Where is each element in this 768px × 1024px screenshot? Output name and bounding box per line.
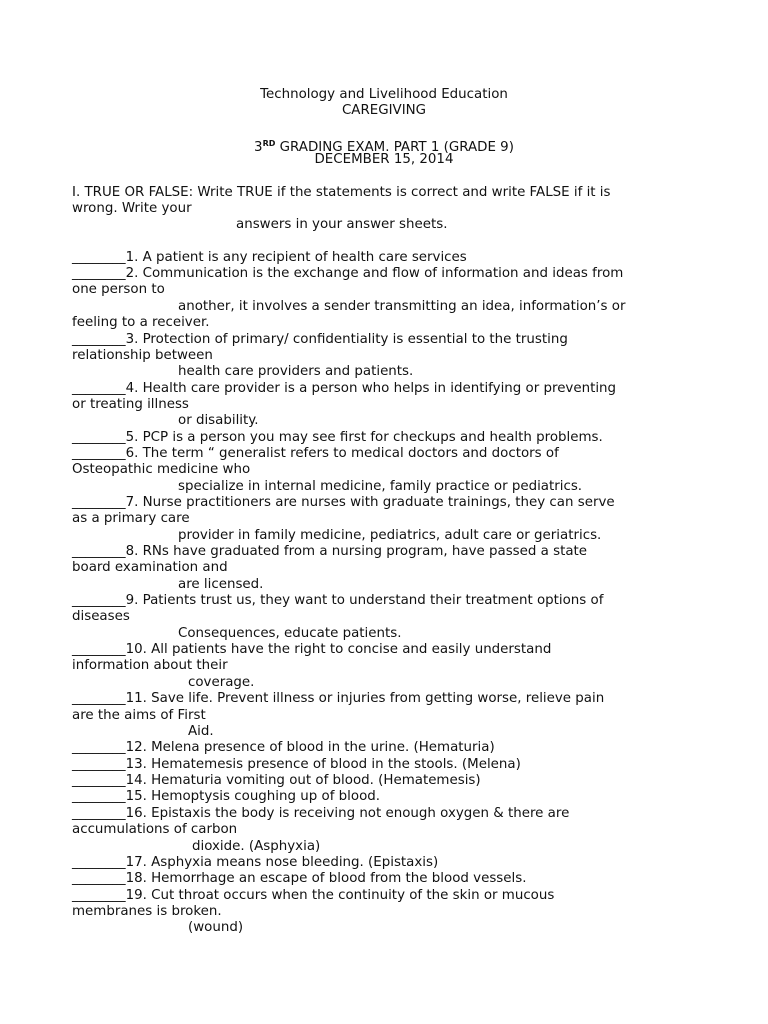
question-line: ________7. Nurse practitioners are nurses with graduate trainings, they can serve xyxy=(72,495,615,510)
instructions-line: answers in your answer sheets. xyxy=(236,217,448,232)
question-line: Osteopathic medicine who xyxy=(72,462,251,477)
question-line: dioxide. (Asphyxia) xyxy=(192,839,321,854)
question-line: board examination and xyxy=(72,560,228,575)
question-line: ________5. PCP is a person you may see first for checkups and health problems. xyxy=(72,430,603,445)
question-line: ________2. Communication is the exchange and flow of information and ideas from xyxy=(72,266,624,281)
grading-superscript: RD xyxy=(262,139,276,148)
question-line: relationship between xyxy=(72,348,213,363)
question-line: another, it involves a sender transmitting an idea, information’s or xyxy=(178,299,626,314)
question-line: ________17. Asphyxia means nose bleeding. (Epistaxis) xyxy=(72,855,439,870)
instructions-line: wrong. Write your xyxy=(72,201,192,216)
question-line: or treating illness xyxy=(72,397,189,412)
question-line: provider in family medicine, pediatrics, adult care or geriatrics. xyxy=(178,528,602,543)
question-line: ________19. Cut throat occurs when the continuity of the skin or mucous xyxy=(72,888,555,903)
instructions-line: I. TRUE OR FALSE: Write TRUE if the statements is correct and write FALSE if it is xyxy=(72,185,611,200)
question-line: ________14. Hematuria vomiting out of blood. (Hematemesis) xyxy=(72,773,481,788)
question-line: ________11. Save life. Prevent illness or injuries from getting worse, relieve pain xyxy=(72,691,605,706)
question-line: ________15. Hemoptysis coughing up of blood. xyxy=(72,789,381,804)
question-line: are licensed. xyxy=(178,577,264,592)
question-line: ________6. The term “ generalist refers to medical doctors and doctors of xyxy=(72,446,559,461)
question-line: Aid. xyxy=(188,724,214,739)
question-line: diseases xyxy=(72,609,130,624)
question-line: membranes is broken. xyxy=(72,904,222,919)
question-line: as a primary care xyxy=(72,511,190,526)
question-line: health care providers and patients. xyxy=(178,364,414,379)
question-line: ________1. A patient is any recipient of health care services xyxy=(72,250,467,265)
question-line: ________13. Hematemesis presence of blood in the stools. (Melena) xyxy=(72,757,521,772)
question-line: ________10. All patients have the right to concise and easily understand xyxy=(72,642,552,657)
question-line: or disability. xyxy=(178,413,259,428)
question-line: are the aims of First xyxy=(72,708,206,723)
grading-number: 3 xyxy=(254,140,263,155)
question-line: ________3. Protection of primary/ confidentiality is essential to the trusting xyxy=(72,332,568,347)
question-line: accumulations of carbon xyxy=(72,822,238,837)
question-line: ________4. Health care provider is a person who helps in identifying or preventing xyxy=(72,381,617,396)
question-line: ________9. Patients trust us, they want to understand their treatment options of xyxy=(72,593,604,608)
question-line: information about their xyxy=(72,658,228,673)
question-line: Consequences, educate patients. xyxy=(178,626,402,641)
question-line: ________16. Epistaxis the body is receiving not enough oxygen & there are xyxy=(72,806,570,821)
exam-title: Technology and Livelihood Education xyxy=(260,87,508,102)
question-line: (wound) xyxy=(188,920,244,935)
question-line: ________18. Hemorrhage an escape of blood from the blood vessels. xyxy=(72,871,527,886)
grading-text: GRADING EXAM. PART 1 (GRADE 9) xyxy=(275,140,514,155)
question-line: feeling to a receiver. xyxy=(72,315,210,330)
subject-title: CAREGIVING xyxy=(341,103,427,118)
question-line: coverage. xyxy=(188,675,255,690)
question-line: ________8. RNs have graduated from a nursing program, have passed a state xyxy=(72,544,588,559)
question-line: ________12. Melena presence of blood in the urine. (Hematuria) xyxy=(72,740,495,755)
question-line: one person to xyxy=(72,282,165,297)
exam-date: DECEMBER 15, 2014 xyxy=(314,152,454,167)
question-line: specialize in internal medicine, family practice or pediatrics. xyxy=(178,479,583,494)
